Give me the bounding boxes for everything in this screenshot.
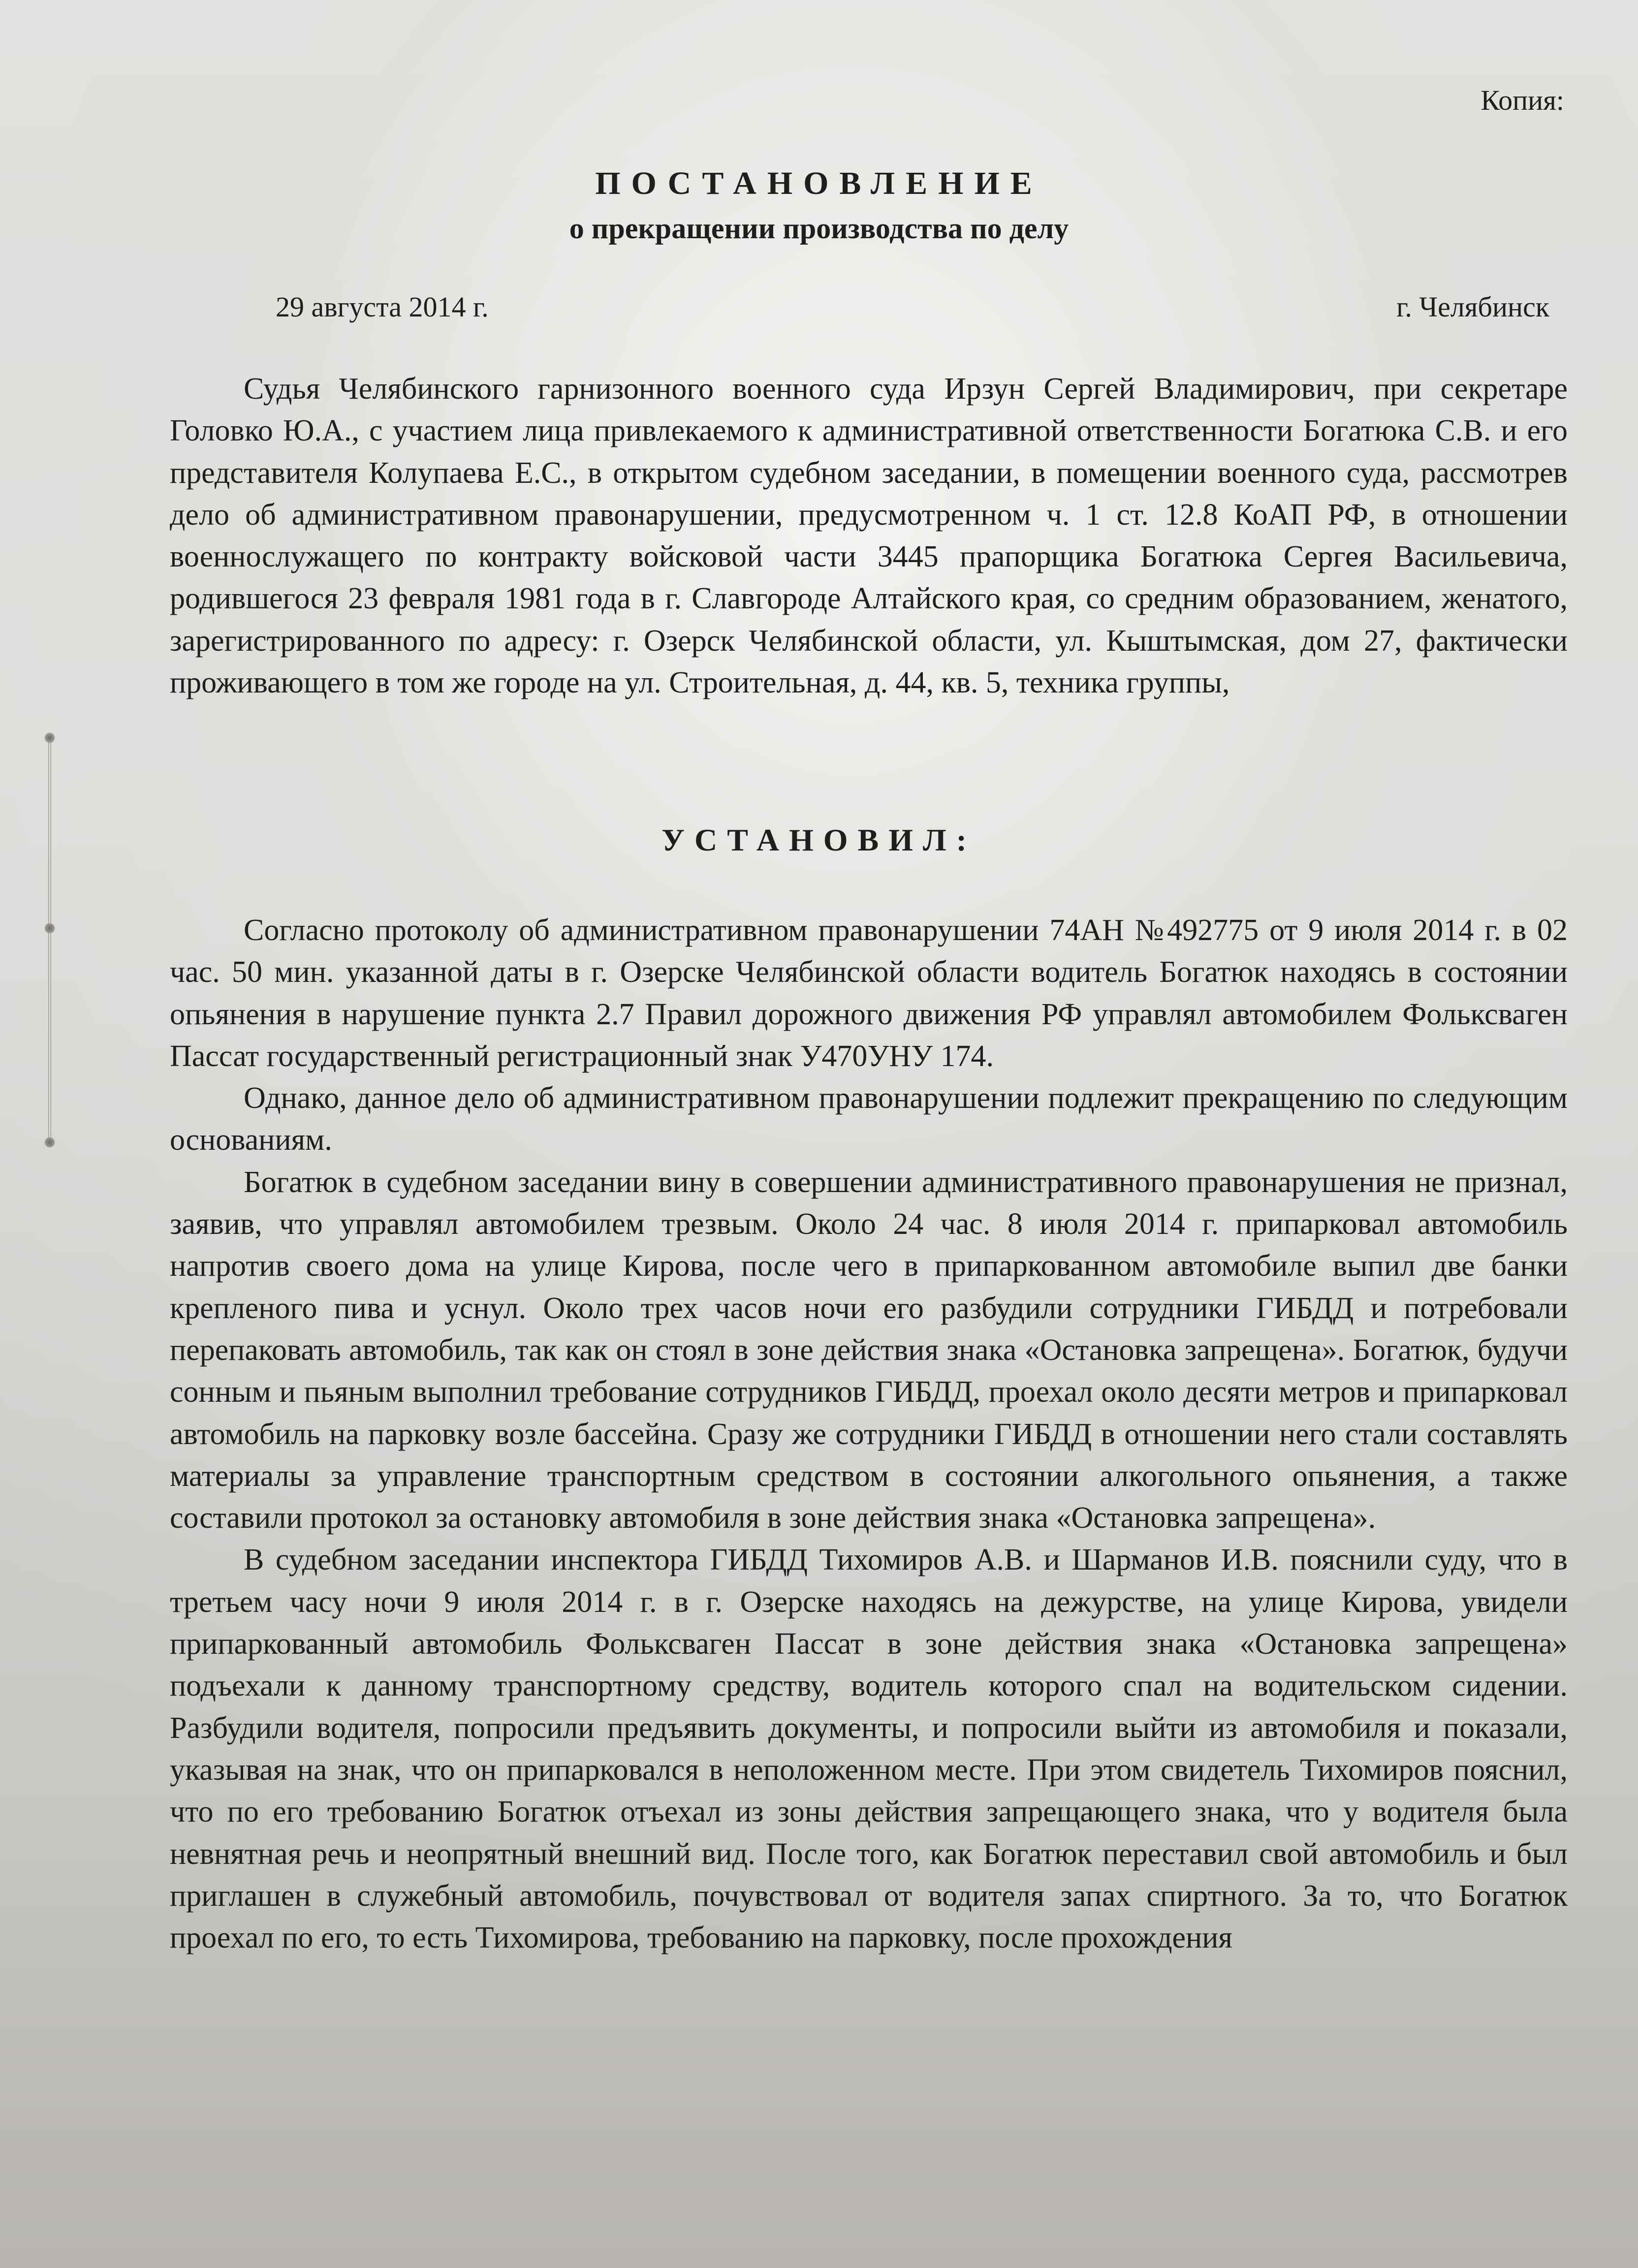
body-paragraph: Богатюк в судебном заседании вину в совершении административного правонарушения не признал, заявив, что управлял автомобилем трезвым. Около 24 час. 8 июля 2014 г. припарковал автомобиль напротив своего дома на улице Кирова, после чего в припаркованном автомобиле выпил две банки крепленого пива и уснул. Около трех часов ночи его разбудили сотрудники ГИБДД и потребовали перепаковать автомобиль, так как он стоял в зоне действия знака «Остановка запрещена». Богатюк, будучи сонным и пьяным выполнил требование сотрудников ГИБДД, проехал около десяти метров и припарковал автомобиль на парковку возле бассейна. Сразу же сотрудники ГИБДД в отношении него стали составлять материалы за управление транспортным средством в состоянии алкогольного опьянения, а также составили протокол за остановку автомобиля в зоне действия знака «Остановка запрещена». bbox=[170, 1165, 1568, 1535]
intro-block bbox=[170, 368, 1568, 704]
document-date: 29 августа 2014 г. bbox=[276, 291, 489, 323]
document-title: ПОСТАНОВЛЕНИЕ bbox=[595, 165, 1043, 201]
binding-hole-bottom bbox=[44, 1137, 55, 1148]
body-paragraph: Однако, данное дело об административном правонарушении подлежит прекращению по следующим основаниям. bbox=[170, 1081, 1568, 1157]
binding-thread bbox=[41, 728, 58, 1152]
body-paragraph: Согласно протоколу об административном правонарушении 74АН №492775 от 9 июля 2014 г. в 02 час. 50 мин. указанной даты в г. Озерске Челябинской области водитель Богатюк находясь в состоянии опьянения в нарушение пункта 2.7 Правил дорожного движения РФ управлял автомобилем Фольксваген Пассат государственный регистрационный знак У470УНУ 174. bbox=[170, 914, 1568, 1073]
body-paragraph: В судебном заседании инспектора ГИБДД Тихомиров А.В. и Шарманов И.В. пояснили суду, что в третьем часу ночи 9 июля 2014 г. в г. Озерске находясь на дежурстве, на улице Кирова, увидели припаркованный автомобиль Фольксваген Пассат в зоне действия знака «Остановка запрещена» подъехали к данному транспортному средству, водитель которого спал на водительском сидении. Разбудили водителя, попросили предъявить документы, и попросили выйти из автомобиля и показали, указывая на знак, что он припарковался в неположенном месте. При этом свидетель Тихомиров пояснил, что по его требованию Богатюк отъехал из зоны действия запрещающего знака, что у водителя была невнятная речь и неопрятный внешний вид. После того, как Богатюк переставил свой автомобиль и был приглашен в служебный автомобиль, почувствовал от водителя запах спиртного. За то, что Богатюк проехал по его, то есть Тихомирова, требованию на парковку, после прохождения bbox=[170, 1543, 1568, 1955]
intro-paragraph: Судья Челябинского гарнизонного военного суда Ирзун Сергей Владимирович, при секретаре Головко Ю.А., с участием лица привлекаемого к административной ответственности Богатюка С.В. и его представителя Колупаева Е.С., в открытом судебном заседании, в помещении военного суда, рассмотрев дело об административном правонарушении, предусмотренном ч. 1 ст. 12.8 КоАП РФ, в отношении военнослужащего по контракту войсковой части 3445 прапорщика Богатюка Сергея Васильевича, родившегося 23 февраля 1981 года в г. Славгороде Алтайского края, со средним образованием, женатого, зарегистрированного по адресу: г. Озерск Челябинской области, ул. Кыштымская, дом 27, фактически проживающего в том же городе на ул. Строительная, д. 44, кв. 5, техника группы, bbox=[170, 372, 1568, 700]
binding-hole-middle bbox=[44, 923, 55, 934]
document-city: г. Челябинск bbox=[1396, 291, 1549, 323]
body-block bbox=[170, 910, 1568, 1959]
copy-mark: Копия: bbox=[1480, 84, 1564, 116]
section-heading: УСТАНОВИЛ: bbox=[662, 822, 976, 857]
thread-line bbox=[48, 738, 51, 1142]
document-subtitle: о прекращении производства по делу bbox=[569, 212, 1069, 245]
binding-hole-top bbox=[44, 732, 55, 743]
